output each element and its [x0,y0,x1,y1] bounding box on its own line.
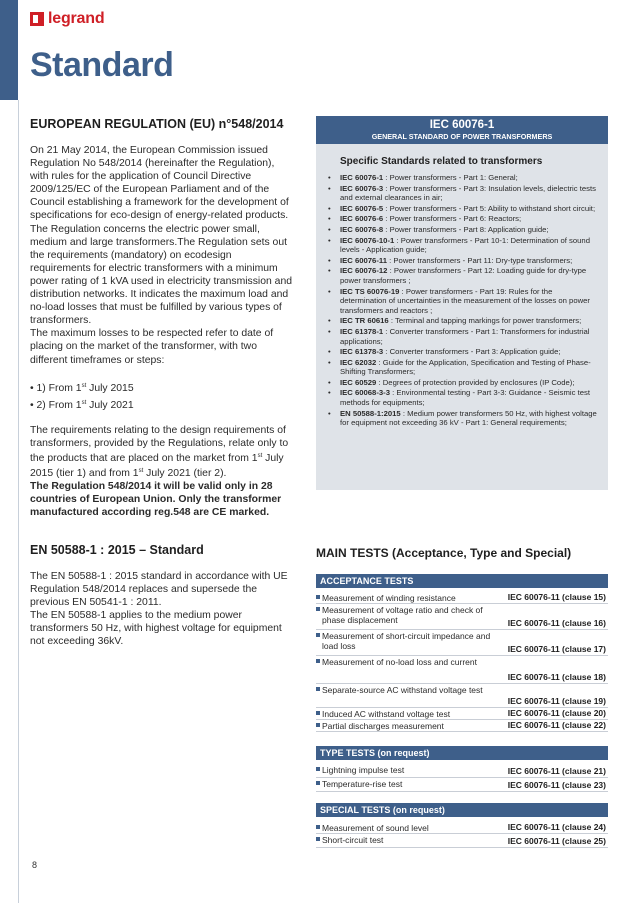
test-row [316,834,608,848]
timeframe-item-1: • 1) From 1st July 2015 [30,379,292,396]
test-name: Induced AC withstand voltage test [322,709,451,719]
test-standard-reference: IEC 60076-11 (clause 24) [507,822,606,832]
bullet-square-icon [316,595,320,599]
brand-logo [30,10,104,28]
iec-standard-description: : Power transformers - Part 6: Reactors; [383,214,522,224]
eu-regulation-validity-note: The Regulation 548/2014 it will be valid only in 28 countries of European Union. Only the transformer manufactured according reg.548 are CE marked. [30,480,282,519]
iec-standard-code: EN 50588-1:2015 [340,408,401,418]
special-tests-header: SPECIAL TESTS (on request) [316,803,608,817]
test-name: Temperature-rise test [322,779,403,789]
iec-standard-description: : Environmental testing - Part 3-3: Guidance - Seismic test methods for equipments; [340,388,590,408]
iec-box-subtitle: GENERAL STANDARD OF POWER TRANSFORMERS [371,132,553,141]
iec-standard-description: : Terminal and tapping markings for power transformers; [388,316,582,326]
eu-regulation-heading: EUROPEAN REGULATION (EU) n°548/2014 [30,117,284,131]
en-standard-paragraph-2: The EN 50588-1 applies to the medium power transformers 50 Hz, with highest voltage for equipment not exceeding 36kV. [30,610,282,648]
bullet-square-icon [316,767,320,771]
iec-standards-box [316,116,608,490]
iec-standard-item [328,236,598,255]
bullet-square-icon [316,837,320,841]
logo-text: legrand [48,10,105,27]
iec-standard-code: IEC 60076-1 [340,173,384,182]
eu-regulation-section [30,117,292,519]
iec-standard-code: IEC 61378-3 [340,347,384,357]
test-name: Measurement of sound level [322,823,429,833]
test-row [316,604,608,630]
test-name: Lightning impulse test [322,765,405,775]
timeframe-list [30,379,292,413]
iec-standard-code: IEC 60076-5 [340,203,384,213]
test-row [316,656,608,684]
iec-standard-item [328,184,598,203]
iec-standard-description: : Guide for the Application, Specification and Testing of Phase-Shifting Transformers; [340,357,591,377]
test-standard-reference: IEC 60076-11 (clause 22) [507,720,606,730]
bullet-square-icon [316,607,320,611]
test-row [316,630,608,656]
iec-standard-description: : Power transformers - Part 5: Ability to withstand short circuit; [383,203,596,213]
iec-standard-item [328,204,598,214]
bullet-square-icon [316,659,320,663]
iec-standard-item [328,327,598,346]
bullet-square-icon [316,723,320,727]
iec-standard-description: : Power transformers - Part 3: Insulation levels, dielectric tests and external clearances in air; [340,183,596,203]
test-standard-reference: IEC 60076-11 (clause 25) [507,836,606,846]
iec-standard-item [328,409,598,428]
margin-rule [18,100,19,903]
iec-standard-item [328,358,598,377]
iec-standard-description: : Power transformers - Part 8: Application guide; [383,224,549,234]
page-title: Standard [30,46,174,84]
bullet-square-icon [316,633,320,637]
iec-standard-code: IEC 60076-8 [340,224,384,234]
test-standard-reference: IEC 60076-11 (clause 17) [507,644,606,654]
iec-standard-code: IEC 60076-10-1 [340,235,395,245]
iec-standard-code: IEC TS 60076-19 [340,286,400,296]
timeframe-item-2: • 2) From 1st July 2021 [30,396,292,413]
test-standard-reference: IEC 60076-11 (clause 18) [507,672,606,682]
iec-standard-code: IEC 60076-6 [340,214,384,224]
test-name: Measurement of no-load loss and current [322,657,477,667]
bullet-square-icon [316,687,320,691]
eu-regulation-paragraph-1: On 21 May 2014, the European Commission issued Regulation No 548/2014 (hereinafter the Regulation), with rules for the application of Council Directive 2009/125/EC of the European Parliament and of the Council establishing a framework for the development of specifications for eco-design of energy-related products. [30,145,289,222]
test-standard-reference: IEC 60076-11 (clause 20) [507,708,606,718]
iec-box-header [316,116,608,144]
iec-standard-description: : Power transformers - Part 1: General; [383,173,518,182]
iec-standard-description: : Converter transformers - Part 3: Application guide; [383,347,561,357]
specific-standards-list [316,173,608,428]
test-row [316,684,608,708]
iec-standard-description: : Power transformers - Part 12: Loading guide for dry-type power transformers ; [340,266,587,285]
eu-regulation-paragraph-4: The requirements relating to the design requirements of transformers, provided by the Regulations, relate only to the products that are placed on the market from 1st July 2015 (tier 1) and from 1st July 2021 (tier 2). [30,424,289,479]
iec-standard-code: IEC TR 60616 [340,316,389,326]
iec-standard-description: : Power transformers - Part 19: Rules for the determination of uncertainties in the measurement of the losses on power transformers and reactors ; [340,286,590,315]
test-standard-reference: IEC 60076-11 (clause 16) [507,618,606,628]
test-row [316,708,608,720]
iec-standard-item [328,388,598,407]
iec-standard-item [328,287,598,316]
iec-standard-code: IEC 60529 [340,377,377,387]
test-standard-reference: IEC 60076-11 (clause 19) [507,696,606,706]
bullet-square-icon [316,711,320,715]
specific-standards-heading: Specific Standards related to transformers [340,156,543,167]
iec-standard-item [328,225,598,235]
iec-standard-code: IEC 62032 [340,357,377,367]
iec-standard-description: : Power transformers - Part 10-1: Determination of sound levels - Application guide; [340,235,590,255]
iec-standard-code: IEC 61378-1 [340,326,384,336]
eu-regulation-paragraph-3: The maximum losses to be respected refer to date of placing on the market of the transformer, with two different timeframes or steps: [30,328,274,366]
iec-standard-code: IEC 60076-11 [340,255,388,265]
test-standard-reference: IEC 60076-11 (clause 21) [507,766,606,776]
main-tests-title: MAIN TESTS (Acceptance, Type and Special) [316,546,572,560]
test-row [316,822,608,834]
test-standard-reference: IEC 60076-11 (clause 15) [507,592,606,602]
iec-box-title: IEC 60076-1 [429,119,495,131]
iec-standard-item [328,316,598,326]
test-row [316,720,608,732]
test-standard-reference: IEC 60076-11 (clause 23) [507,780,606,790]
test-row [316,764,608,778]
test-row [316,592,608,604]
sidebar-accent-bar [0,0,18,100]
en-standard-paragraph-1: The EN 50588-1 : 2015 standard in accordance with UE Regulation 548/2014 replaces and supersede the previous EN 50541-1 : 2011. [30,571,288,609]
eu-regulation-paragraph-2: The Regulation concerns the electric power small, medium and large transformers.The Regulation sets out the requirements (mandatory) on ecodesign requirements for electric transformers with a minimum power rating of 1 kVA used in electricity transmission and distribution networks. It indicates the maximum load and no-load losses that must be fulfilled by various types of transformers. [30,223,293,327]
test-name: Short-circuit test [322,835,384,845]
test-row [316,778,608,792]
iec-standard-description: : Power transformers - Part 11: Dry-type transformers; [387,255,573,265]
iec-standard-item [328,214,598,224]
page-number: 8 [32,860,38,870]
en-standard-section [30,543,292,649]
iec-standard-code: IEC 60068-3-3 [340,388,390,398]
bullet-square-icon [316,781,320,785]
test-name: Separate-source AC withstand voltage test [322,685,483,695]
iec-standard-item [328,173,598,183]
iec-standard-description: : Medium power transformers 50 Hz, with highest voltage for equipment not exceeding 36 kV - Part 1: General requirements; [340,408,597,428]
type-tests-header: TYPE TESTS (on request) [316,746,608,760]
iec-standard-item [328,256,598,266]
en-standard-heading: EN 50588-1 : 2015 – Standard [30,543,204,557]
logo-mark-icon [30,12,44,26]
test-name: Measurement of short-circuit impedance and load loss [322,631,491,651]
iec-standard-description: : Converter transformers - Part 1: Transformers for industrial applications; [340,326,590,346]
iec-standard-code: IEC 60076-3 [340,183,384,193]
test-name: Measurement of winding resistance [322,593,456,603]
test-name: Partial discharges measurement [322,721,444,731]
iec-standard-item [328,378,598,388]
iec-standard-description: : Degrees of protection provided by enclosures (IP Code); [376,377,575,387]
bullet-square-icon [316,825,320,829]
iec-standard-item [328,347,598,357]
iec-standard-item [328,266,598,285]
acceptance-tests-header: ACCEPTANCE TESTS [316,574,608,588]
iec-standard-code: IEC 60076-12 [340,266,388,276]
test-name: Measurement of voltage ratio and check of phase displacement [322,605,483,625]
